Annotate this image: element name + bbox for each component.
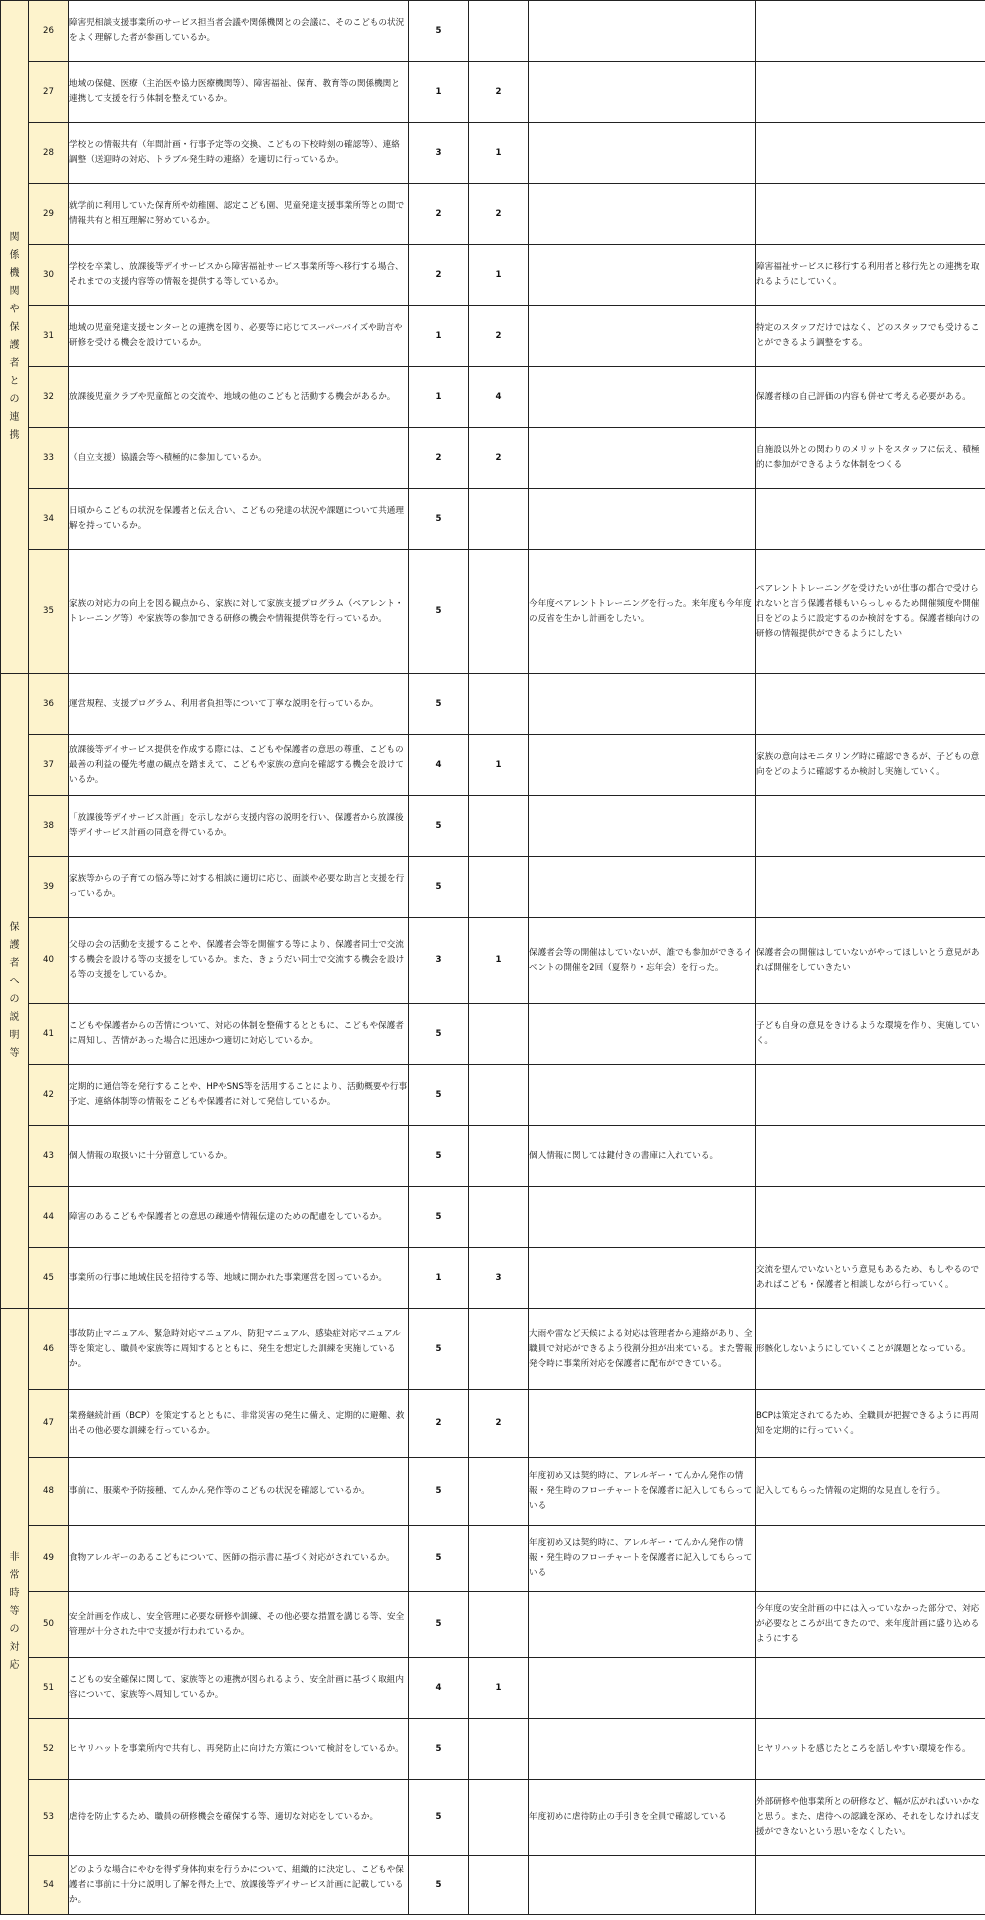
question-text: 就学前に利用していた保育所や幼稚園、認定こども園、児童発達支援事業所等との間で情報共有と相互理解に努めているか。	[69, 184, 409, 245]
improvement-cell	[756, 1065, 985, 1126]
item-number: 49	[29, 1526, 69, 1592]
table-row	[1, 918, 985, 1004]
item-number: 36	[29, 674, 69, 735]
count-yes: 5	[409, 1526, 469, 1592]
table-row	[1, 367, 985, 428]
improvement-cell	[756, 1856, 985, 1915]
count-no	[469, 1065, 529, 1126]
table-row	[1, 1309, 985, 1390]
count-no	[469, 1, 529, 62]
improvement-cell: 子ども自身の意見をきけるような環境を作り、実施していく。	[756, 1004, 985, 1065]
table-row	[1, 674, 985, 735]
table-row	[1, 1, 985, 62]
question-text: 放課後等デイサービス提供を作成する際には、こどもや保護者の意思の尊重、こどもの最善の利益の優先考慮の観点を踏まえて、こどもや家族の意向を確認する機会を設けているか。	[69, 735, 409, 796]
question-text: 日頃からこどもの状況を保護者と伝え合い、こどもの発達の状況や課題について共通理解を持っているか。	[69, 489, 409, 550]
section-label	[1, 1, 29, 674]
question-text: 父母の会の活動を支援することや、保護者会等を開催する等により、保護者同士で交流する機会を設ける等の支援をしているか。また、きょうだい同士で交流する機会を設ける等の支援をしているか。	[69, 918, 409, 1004]
improvement-cell: ペアレントトレーニングを受けたいが仕事の都合で受けられないと言う保護者様もいらっしゃるため開催頻度や開催日をどのように設定するのか検討をする。保護者様向けの研修の情報提供ができるようにしたい	[756, 550, 985, 674]
improvement-cell	[756, 1187, 985, 1248]
improvement-cell: 形骸化しないようにしていくことが課題となっている。	[756, 1309, 985, 1390]
improvement-cell	[756, 1, 985, 62]
item-number: 34	[29, 489, 69, 550]
count-no	[469, 1309, 529, 1390]
count-no: 2	[469, 184, 529, 245]
table-row	[1, 1187, 985, 1248]
table-row	[1, 62, 985, 123]
comment-cell	[529, 367, 756, 428]
improvement-cell	[756, 1126, 985, 1187]
item-number: 31	[29, 306, 69, 367]
table-row	[1, 489, 985, 550]
question-text: 事故防止マニュアル、緊急時対応マニュアル、防犯マニュアル、感染症対応マニュアル等を策定し、職員や家族等に周知するとともに、発生を想定した訓練を実施しているか。	[69, 1309, 409, 1390]
improvement-cell: 交流を望んでいないという意見もあるため、もしやるのであればこども・保護者と相談しながら行っていく。	[756, 1248, 985, 1309]
question-text: 定期的に通信等を発行することや、HPやSNS等を活用することにより、活動概要や行事予定、連絡体制等の情報をこどもや保護者に対して発信しているか。	[69, 1065, 409, 1126]
question-text: 放課後児童クラブや児童館との交流や、地域の他のこどもと活動する機会があるか。	[69, 367, 409, 428]
item-number: 46	[29, 1309, 69, 1390]
improvement-cell: 障害福祉サービスに移行する利用者と移行先との連携を取れるようにしていく。	[756, 245, 985, 306]
count-yes: 5	[409, 857, 469, 918]
section-label-text: 関係機関や保護者との連携	[9, 232, 20, 441]
count-no	[469, 1719, 529, 1780]
count-no: 4	[469, 367, 529, 428]
improvement-cell	[756, 857, 985, 918]
count-yes: 2	[409, 184, 469, 245]
comment-cell	[529, 1, 756, 62]
count-yes: 4	[409, 735, 469, 796]
question-text: 家族の対応力の向上を図る観点から、家族に対して家族支援プログラム（ペアレント・トレーニング等）や家族等の参加できる研修の機会や情報提供等を行っているか。	[69, 550, 409, 674]
improvement-cell	[756, 184, 985, 245]
section-label	[1, 674, 29, 1309]
count-no: 2	[469, 306, 529, 367]
count-no: 1	[469, 735, 529, 796]
table-row	[1, 245, 985, 306]
comment-cell	[529, 306, 756, 367]
item-number: 28	[29, 123, 69, 184]
count-yes: 1	[409, 306, 469, 367]
comment-cell	[529, 428, 756, 489]
improvement-cell: 記入してもらった情報の定期的な見直しを行う。	[756, 1458, 985, 1526]
count-no	[469, 1780, 529, 1856]
table-row	[1, 428, 985, 489]
improvement-cell: 外部研修や他事業所との研修など、幅が広がればいいかなと思う。また、虐待への認識を深め、それをしなければ支援ができないという思いをなくしたい。	[756, 1780, 985, 1856]
table-row	[1, 1458, 985, 1526]
comment-cell	[529, 796, 756, 857]
comment-cell	[529, 1856, 756, 1915]
count-yes: 5	[409, 1309, 469, 1390]
count-yes: 5	[409, 1719, 469, 1780]
question-text: ヒヤリハットを事業所内で共有し、再発防止に向けた方策について検討をしているか。	[69, 1719, 409, 1780]
count-no	[469, 674, 529, 735]
table-row	[1, 1248, 985, 1309]
item-number: 40	[29, 918, 69, 1004]
improvement-cell: 保護者会の開催はしていないがやってほしいとう意見があれば開催をしていきたい	[756, 918, 985, 1004]
improvement-cell	[756, 1658, 985, 1719]
question-text: こどもや保護者からの苦情について、対応の体制を整備するとともに、こどもや保護者に周知し、苦情があった場合に迅速かつ適切に対応しているか。	[69, 1004, 409, 1065]
count-no: 1	[469, 918, 529, 1004]
table-row	[1, 735, 985, 796]
count-yes: 5	[409, 1, 469, 62]
count-no	[469, 1126, 529, 1187]
section-label	[1, 1309, 29, 1915]
table-row	[1, 1856, 985, 1915]
comment-cell	[529, 1719, 756, 1780]
item-number: 37	[29, 735, 69, 796]
count-yes: 5	[409, 1187, 469, 1248]
count-yes: 5	[409, 796, 469, 857]
count-yes: 5	[409, 1592, 469, 1658]
item-number: 42	[29, 1065, 69, 1126]
comment-cell	[529, 489, 756, 550]
question-text: 業務継続計画（BCP）を策定するとともに、非常災害の発生に備え、定期的に避難、救出その他必要な訓練を行っているか。	[69, 1390, 409, 1458]
table-row	[1, 1592, 985, 1658]
item-number: 52	[29, 1719, 69, 1780]
comment-cell	[529, 1658, 756, 1719]
count-no	[469, 857, 529, 918]
item-number: 29	[29, 184, 69, 245]
question-text: 「放課後等デイサービス計画」を示しながら支援内容の説明を行い、保護者から放課後等デイサービス計画の同意を得ているか。	[69, 796, 409, 857]
comment-cell	[529, 857, 756, 918]
table-row	[1, 1526, 985, 1592]
item-number: 53	[29, 1780, 69, 1856]
count-no	[469, 1592, 529, 1658]
item-number: 41	[29, 1004, 69, 1065]
item-number: 44	[29, 1187, 69, 1248]
count-no: 2	[469, 1390, 529, 1458]
improvement-cell	[756, 123, 985, 184]
comment-cell	[529, 123, 756, 184]
question-text: 地域の保健、医療（主治医や協力医療機関等）、障害福祉、保育、教育等の関係機関と連携して支援を行う体制を整えているか。	[69, 62, 409, 123]
improvement-cell	[756, 1526, 985, 1592]
table-body	[1, 1, 985, 1915]
table-row	[1, 1004, 985, 1065]
table-row	[1, 1065, 985, 1126]
comment-cell	[529, 1004, 756, 1065]
question-text: （自立支援）協議会等へ積極的に参加しているか。	[69, 428, 409, 489]
count-yes: 1	[409, 1248, 469, 1309]
improvement-cell	[756, 489, 985, 550]
table-row	[1, 796, 985, 857]
comment-cell: 保護者会等の開催はしていないが、誰でも参加ができるイベントの開催を2回（夏祭り・忘年会）を行った。	[529, 918, 756, 1004]
count-yes: 2	[409, 245, 469, 306]
count-no	[469, 1187, 529, 1248]
table-row	[1, 184, 985, 245]
section-label-text: 保護者への説明等	[9, 922, 20, 1059]
question-text: 安全計画を作成し、安全管理に必要な研修や訓練、その他必要な措置を講じる等、安全管理が十分された中で支援が行われているか。	[69, 1592, 409, 1658]
count-yes: 2	[409, 428, 469, 489]
count-no	[469, 796, 529, 857]
count-yes: 5	[409, 1458, 469, 1526]
question-text: 学校を卒業し、放課後等デイサービスから障害福祉サービス事業所等へ移行する場合、それまでの支援内容等の情報を提供する等しているか。	[69, 245, 409, 306]
item-number: 45	[29, 1248, 69, 1309]
improvement-cell: 保護者様の自己評価の内容も併せて考える必要がある。	[756, 367, 985, 428]
comment-cell: 年度初めに虐待防止の手引きを全員で確認している	[529, 1780, 756, 1856]
improvement-cell	[756, 674, 985, 735]
improvement-cell: 今年度の安全計画の中には入っていなかった部分で、対応が必要なところが出てきたので、来年度計画に盛り込めるようにする	[756, 1592, 985, 1658]
item-number: 50	[29, 1592, 69, 1658]
count-yes: 5	[409, 1126, 469, 1187]
comment-cell: 年度初め又は契約時に、アレルギー・てんかん発作の情報・発生時のフローチャートを保護者に記入してもらっている	[529, 1526, 756, 1592]
count-no	[469, 1856, 529, 1915]
comment-cell: 個人情報に関しては鍵付きの書庫に入れている。	[529, 1126, 756, 1187]
item-number: 26	[29, 1, 69, 62]
improvement-cell: ヒヤリハットを感じたところを話しやすい環境を作る。	[756, 1719, 985, 1780]
comment-cell	[529, 1187, 756, 1248]
improvement-cell: 自施設以外との関わりのメリットをスタッフに伝え、積極的に参加ができるような体制をつくる	[756, 428, 985, 489]
improvement-cell	[756, 62, 985, 123]
count-no: 1	[469, 245, 529, 306]
count-no	[469, 1458, 529, 1526]
item-number: 54	[29, 1856, 69, 1915]
question-text: 障害のあるこどもや保護者との意思の疎通や情報伝達のための配慮をしているか。	[69, 1187, 409, 1248]
question-text: 個人情報の取扱いに十分留意しているか。	[69, 1126, 409, 1187]
count-yes: 3	[409, 123, 469, 184]
count-yes: 1	[409, 367, 469, 428]
count-no	[469, 489, 529, 550]
comment-cell	[529, 245, 756, 306]
improvement-cell: 特定のスタッフだけではなく、どのスタッフでも受けることができるよう調整をする。	[756, 306, 985, 367]
count-no: 1	[469, 1658, 529, 1719]
question-text: 家族等からの子育ての悩み等に対する相談に適切に応じ、面談や必要な助言と支援を行っているか。	[69, 857, 409, 918]
comment-cell	[529, 674, 756, 735]
comment-cell	[529, 1248, 756, 1309]
section-label-text: 非常時等の対応	[9, 1551, 20, 1671]
comment-cell: 大雨や雷など天候による対応は管理者から連絡があり、全職員で対応ができるよう役割分担が出来ている。また警報発令時に事業所対応を保護者に配布ができている。	[529, 1309, 756, 1390]
item-number: 51	[29, 1658, 69, 1719]
table-row	[1, 857, 985, 918]
table-row	[1, 1658, 985, 1719]
count-no	[469, 1004, 529, 1065]
item-number: 38	[29, 796, 69, 857]
count-no: 3	[469, 1248, 529, 1309]
comment-cell	[529, 735, 756, 796]
question-text: こどもの安全確保に関して、家族等との連携が図られるよう、安全計画に基づく取組内容について、家族等へ周知しているか。	[69, 1658, 409, 1719]
item-number: 27	[29, 62, 69, 123]
item-number: 30	[29, 245, 69, 306]
count-yes: 5	[409, 1780, 469, 1856]
count-yes: 5	[409, 1065, 469, 1126]
item-number: 33	[29, 428, 69, 489]
question-text: どのような場合にやむを得ず身体拘束を行うかについて、組織的に決定し、こどもや保護者に事前に十分に説明し了解を得た上で、放課後等デイサービス計画に記載しているか。	[69, 1856, 409, 1915]
question-text: 学校との情報共有（年間計画・行事予定等の交換、こどもの下校時刻の確認等）、連絡調整（送迎時の対応、トラブル発生時の連絡）を適切に行っているか。	[69, 123, 409, 184]
count-no: 2	[469, 62, 529, 123]
count-yes: 4	[409, 1658, 469, 1719]
improvement-cell	[756, 796, 985, 857]
comment-cell	[529, 1592, 756, 1658]
question-text: 食物アレルギーのあるこどもについて、医師の指示書に基づく対応がされているか。	[69, 1526, 409, 1592]
question-text: 運営規程、支援プログラム、利用者負担等について丁寧な説明を行っているか。	[69, 674, 409, 735]
comment-cell: 年度初め又は契約時に、アレルギー・てんかん発作の情報・発生時のフローチャートを保護者に記入してもらっている	[529, 1458, 756, 1526]
count-yes: 5	[409, 489, 469, 550]
count-no	[469, 550, 529, 674]
count-no	[469, 1526, 529, 1592]
comment-cell	[529, 184, 756, 245]
count-yes: 5	[409, 1856, 469, 1915]
question-text: 事前に、服薬や予防接種、てんかん発作等のこどもの状況を確認しているか。	[69, 1458, 409, 1526]
question-text: 地域の児童発達支援センターとの連携を図り、必要等に応じてスーパーバイズや助言や研修を受ける機会を設けているか。	[69, 306, 409, 367]
item-number: 32	[29, 367, 69, 428]
count-yes: 1	[409, 62, 469, 123]
item-number: 39	[29, 857, 69, 918]
count-yes: 5	[409, 550, 469, 674]
count-no: 2	[469, 428, 529, 489]
question-text: 虐待を防止するため、職員の研修機会を確保する等、適切な対応をしているか。	[69, 1780, 409, 1856]
table-row	[1, 550, 985, 674]
comment-cell: 今年度ペアレントトレーニングを行った。来年度も今年度の反省を生かし計画をしたい。	[529, 550, 756, 674]
improvement-cell: BCPは策定されてるため、全職員が把握できるように再周知を定期的に行っていく。	[756, 1390, 985, 1458]
table-row	[1, 1780, 985, 1856]
table-row	[1, 123, 985, 184]
improvement-cell: 家族の意向はモニタリング時に確認できるが、子どもの意向をどのように確認するか検討し実施していく。	[756, 735, 985, 796]
comment-cell	[529, 1390, 756, 1458]
count-no: 1	[469, 123, 529, 184]
count-yes: 5	[409, 1004, 469, 1065]
item-number: 47	[29, 1390, 69, 1458]
question-text: 障害児相談支援事業所のサービス担当者会議や関係機関との会議に、そのこどもの状況をよく理解した者が参画しているか。	[69, 1, 409, 62]
count-yes: 5	[409, 674, 469, 735]
comment-cell	[529, 1065, 756, 1126]
comment-cell	[529, 62, 756, 123]
count-yes: 2	[409, 1390, 469, 1458]
table-row	[1, 1126, 985, 1187]
table-row	[1, 1390, 985, 1458]
table-row	[1, 1719, 985, 1780]
item-number: 48	[29, 1458, 69, 1526]
item-number: 35	[29, 550, 69, 674]
count-yes: 3	[409, 918, 469, 1004]
question-text: 事業所の行事に地域住民を招待する等、地域に開かれた事業運営を図っているか。	[69, 1248, 409, 1309]
item-number: 43	[29, 1126, 69, 1187]
table-row	[1, 306, 985, 367]
